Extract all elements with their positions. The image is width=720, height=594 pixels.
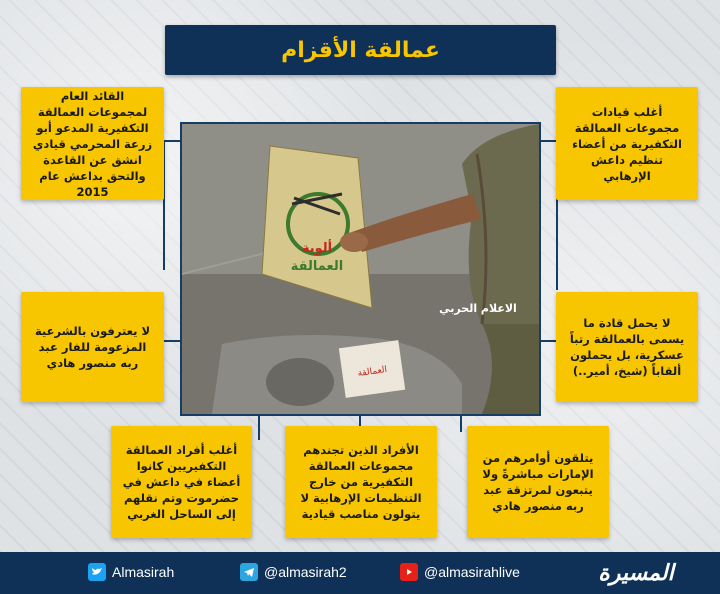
info-card-mid-left xyxy=(21,292,164,402)
connector-line xyxy=(258,414,260,440)
info-card-text: الأفراد الذين تجندهم مجموعات العمالقة التكفيرية من خارج التنظيمات الإرهابية لا يتولون مناصب قيادية xyxy=(300,443,422,521)
telegram-handle: @almasirah2 xyxy=(264,564,347,580)
title-banner xyxy=(165,25,556,75)
youtube-icon xyxy=(400,563,418,581)
youtube-handle: @almasirahlive xyxy=(424,564,520,580)
photo-illustration xyxy=(182,124,539,414)
photo-watermark: الاعلام الحربي xyxy=(439,302,517,315)
info-card-text: القائد العام لمجموعات العمالقة التكفيرية المدعو أبو زرعة المحرمي قيادي انشق عن القاعدة والتحق بداعش عام 2015 xyxy=(32,88,153,199)
info-card-text: أغلب أفراد العمالقة التكفيريين كانوا أعضاء في داعش في حضرموت وتم نقلهم إلى الساحل الغربي xyxy=(122,443,241,521)
connector-line xyxy=(460,414,462,432)
info-card-mid-right xyxy=(556,292,698,402)
footer-bar xyxy=(0,552,720,594)
connector-line xyxy=(538,340,558,342)
info-card-bottom-left xyxy=(111,426,252,538)
connector-line xyxy=(538,140,558,142)
brand-logo xyxy=(576,556,696,590)
info-card-text: أغلب قيادات مجموعات العمالقة التكفيرية من أعضاء تنظيم داعش الإرهابي xyxy=(572,104,682,183)
telegram-icon xyxy=(240,563,258,581)
info-card-bottom-right xyxy=(467,426,609,538)
info-card-text: لا يحمل قادة ما يسمى بالعمالقة رتباً عسكرية، بل يحملون ألقاباً (شيخ، أمير..) xyxy=(569,316,685,378)
footer-telegram[interactable] xyxy=(240,563,347,581)
info-card-top-left xyxy=(21,87,164,200)
info-card-text: يتلقون أوامرهم من الإمارات مباشرةً ولا يتبعون لمرتزقة عبد ربه منصور هادي xyxy=(482,451,594,513)
page-title: عمالقة الأقزام xyxy=(281,37,440,63)
info-card-bottom-center xyxy=(285,426,437,538)
flag-text-1: ألوية xyxy=(301,241,333,256)
info-card-top-right xyxy=(556,87,698,200)
twitter-handle: Almasirah xyxy=(112,564,175,580)
patch-text: العمالقة xyxy=(357,364,388,379)
footer-youtube[interactable] xyxy=(400,563,520,581)
twitter-icon xyxy=(88,563,106,581)
center-photo xyxy=(180,122,541,416)
brand-text: المسيرة xyxy=(598,560,674,586)
info-card-text: لا يعترفون بالشرعية المزعومة للفار عبد ربه منصور هادي xyxy=(34,324,151,370)
flag-text-2: العمالقة xyxy=(290,259,344,274)
footer-twitter[interactable] xyxy=(88,563,174,581)
